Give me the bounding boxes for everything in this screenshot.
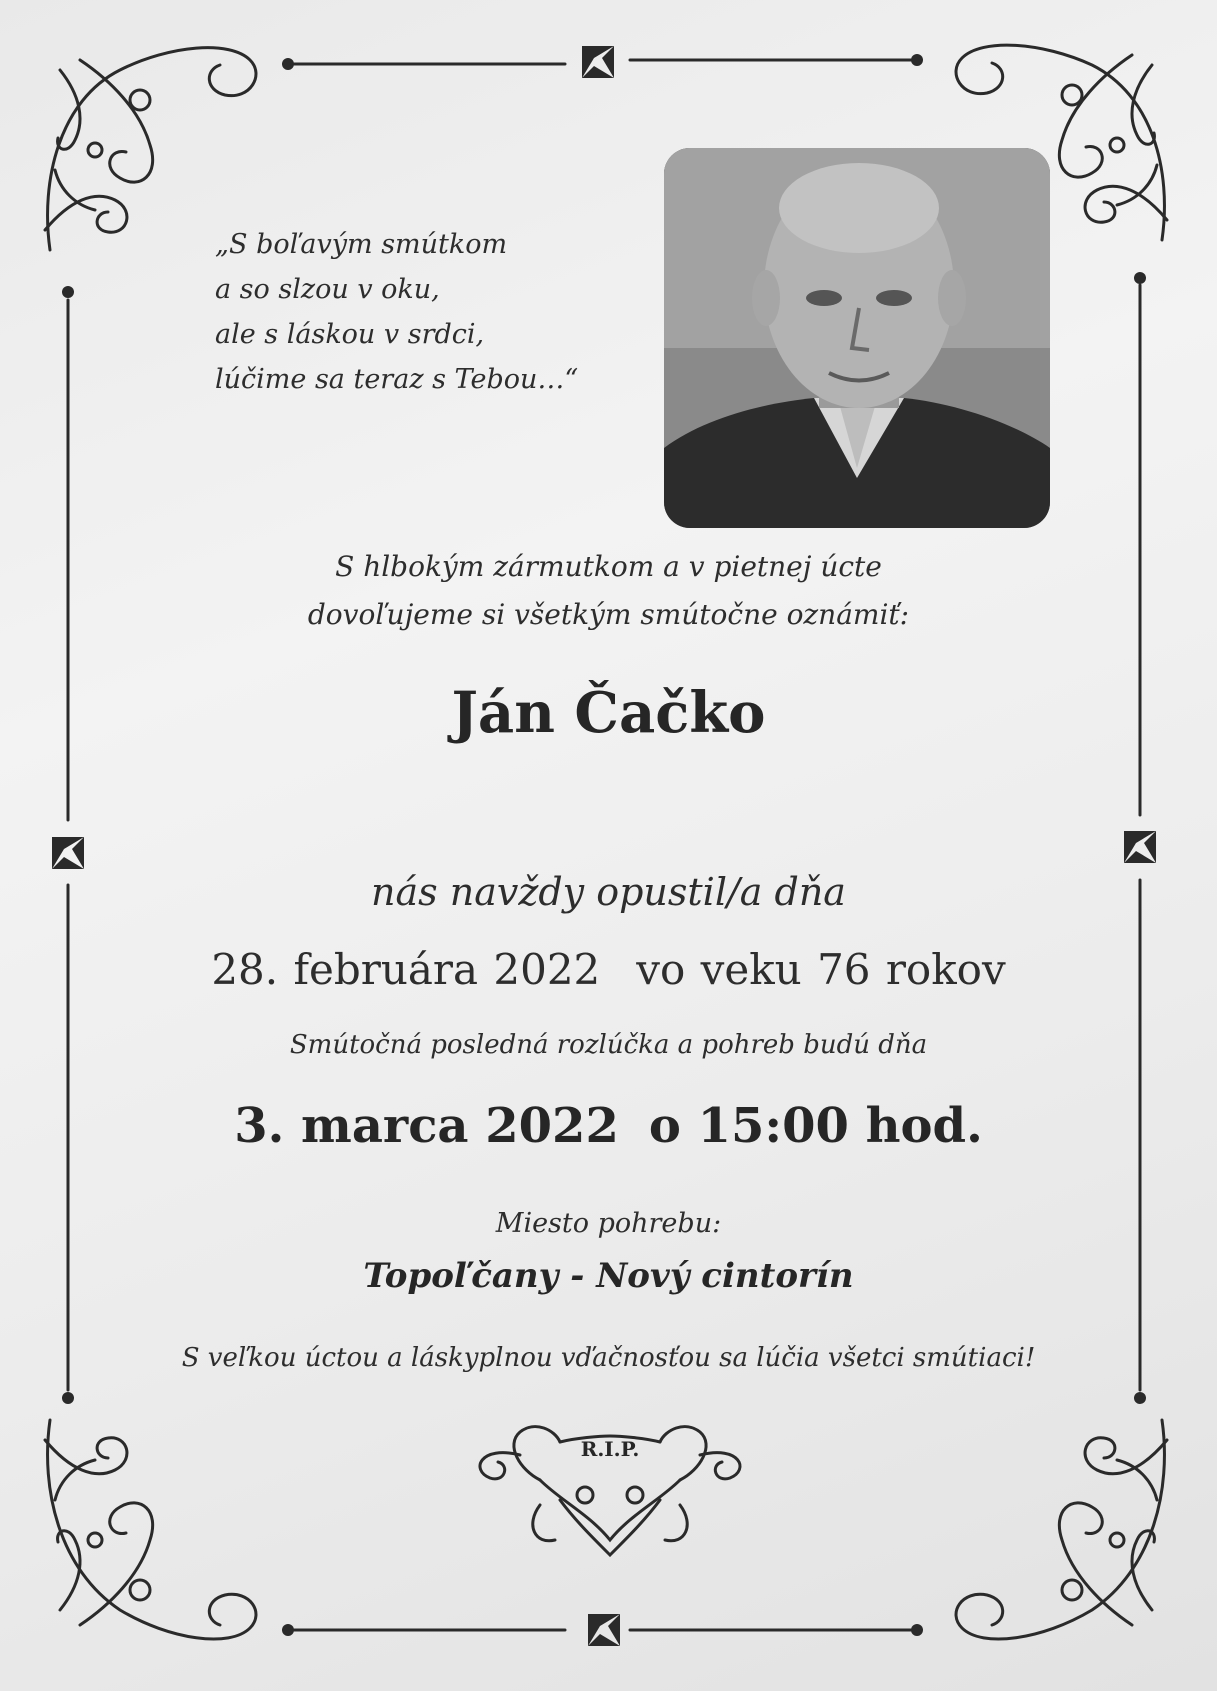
left-us-text: nás navždy opustil/a dňa <box>371 870 846 914</box>
farewell-text: S veľkou úctou a láskyplnou vďačnosťou sa lúčia všetci smútiaci! <box>181 1343 1036 1373</box>
funeral-time: o 15:00 hod. <box>648 1098 983 1154</box>
funeral-label: Smútočná posledná rozlúčka a pohreb budú dňa <box>289 1030 928 1060</box>
corner-flourish-bottom-left-icon <box>45 1420 256 1639</box>
intro-text <box>0 543 1217 639</box>
intro-line-1: S hlbokým zármutkom a v pietnej úcte <box>335 550 882 583</box>
intro-line-2: dovoľujeme si všetkým smútočne oznámiť: <box>307 598 910 631</box>
corner-flourish-top-left-icon <box>45 48 256 250</box>
funeral-date: 3. marca 2022 <box>234 1098 619 1154</box>
corner-flourish-bottom-right-icon <box>956 1420 1167 1639</box>
place-label: Miesto pohrebu: <box>495 1208 722 1239</box>
place-name: Topoľčany - Nový cintorín <box>363 1256 854 1296</box>
age-text: vo veku 76 rokov <box>636 945 1006 994</box>
quote-line: ale s láskou v srdci, <box>215 319 485 350</box>
opening-quote <box>215 222 635 402</box>
death-date: 28. februára 2022 <box>211 945 601 994</box>
quote-line: lúčime sa teraz s Tebou…“ <box>215 364 579 395</box>
death-date-line <box>0 945 1217 994</box>
portrait-photo <box>664 148 1050 528</box>
right-cross-icon <box>1124 831 1156 863</box>
left-cross-icon <box>52 837 84 869</box>
deceased-name: Ján Čačko <box>451 680 766 746</box>
top-cross-icon <box>582 46 614 78</box>
funeral-date-line <box>0 1098 1217 1154</box>
quote-line: „S boľavým smútkom <box>215 229 508 260</box>
portrait-silhouette-icon <box>664 148 1050 528</box>
bottom-cross-icon <box>588 1614 620 1646</box>
rip-label: R.I.P. <box>580 1437 640 1461</box>
quote-line: a so slzou v oku, <box>215 274 440 305</box>
